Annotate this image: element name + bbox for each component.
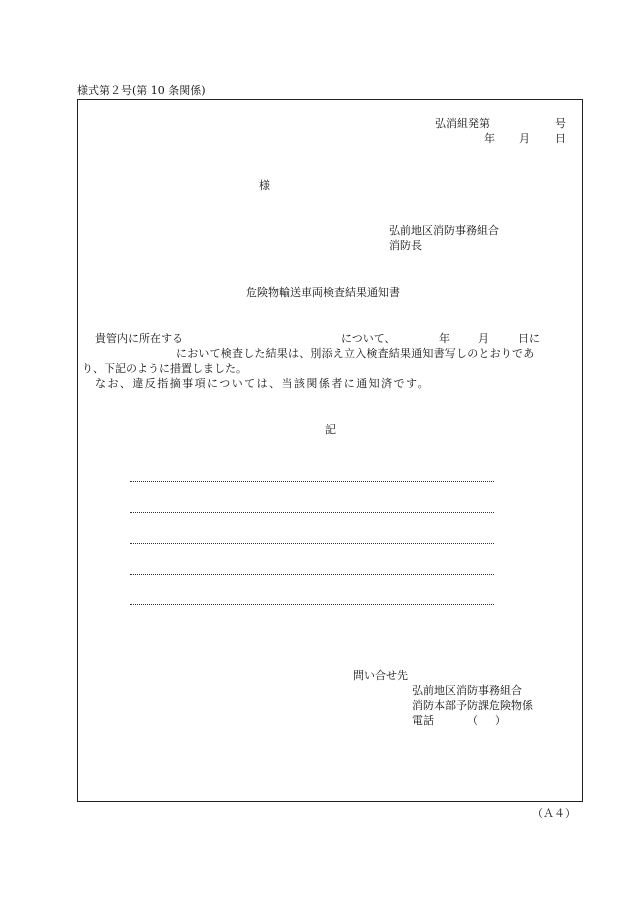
body-line1-day: 日に	[518, 332, 540, 345]
contact-org: 弘前地区消防事務組合	[412, 684, 522, 697]
contact-phone-label: 電話	[412, 714, 434, 727]
doc-number-suffix: 号	[555, 117, 566, 130]
body-line1-year: 年	[439, 332, 450, 345]
body-line1-start: 貴管内に所在する	[95, 332, 183, 345]
body-line1-month: 月	[478, 332, 489, 345]
dotted-line-2	[130, 512, 494, 513]
form-label: 様式第２号(第 10 条関係)	[77, 84, 206, 97]
contact-dept: 消防本部予防課危険物係	[412, 699, 533, 712]
document-title: 危険物輸送車両検査結果通知書	[246, 286, 400, 299]
body-line3: り、下記のように措置しました。	[82, 362, 247, 375]
date-year-label: 年	[484, 132, 495, 145]
doc-number-prefix: 弘消組発第	[435, 117, 490, 130]
sender-org: 弘前地区消防事務組合	[389, 224, 499, 237]
dotted-line-4	[130, 574, 494, 575]
date-month-label: 月	[519, 132, 530, 145]
contact-phone-paren-close: ）	[495, 714, 506, 727]
body-line1-about: について、	[341, 332, 396, 345]
body-line4: なお、違反指摘事項については、当該関係者に通知済です。	[95, 377, 431, 390]
contact-heading: 問い合せ先	[353, 669, 408, 682]
dotted-line-3	[130, 543, 494, 544]
contact-phone-paren-open: （	[467, 714, 478, 727]
addressee-suffix: 様	[259, 179, 270, 192]
paper-size-label: （Ａ４）	[532, 807, 576, 820]
dotted-line-5	[130, 604, 494, 605]
sender-title: 消防長	[389, 239, 422, 252]
date-day-label: 日	[555, 132, 566, 145]
dotted-line-1	[130, 481, 494, 482]
body-line2: において検査した結果は、別添え立入検査結果通知書写しのとおりであ	[176, 347, 535, 360]
ki-heading: 記	[325, 423, 336, 436]
